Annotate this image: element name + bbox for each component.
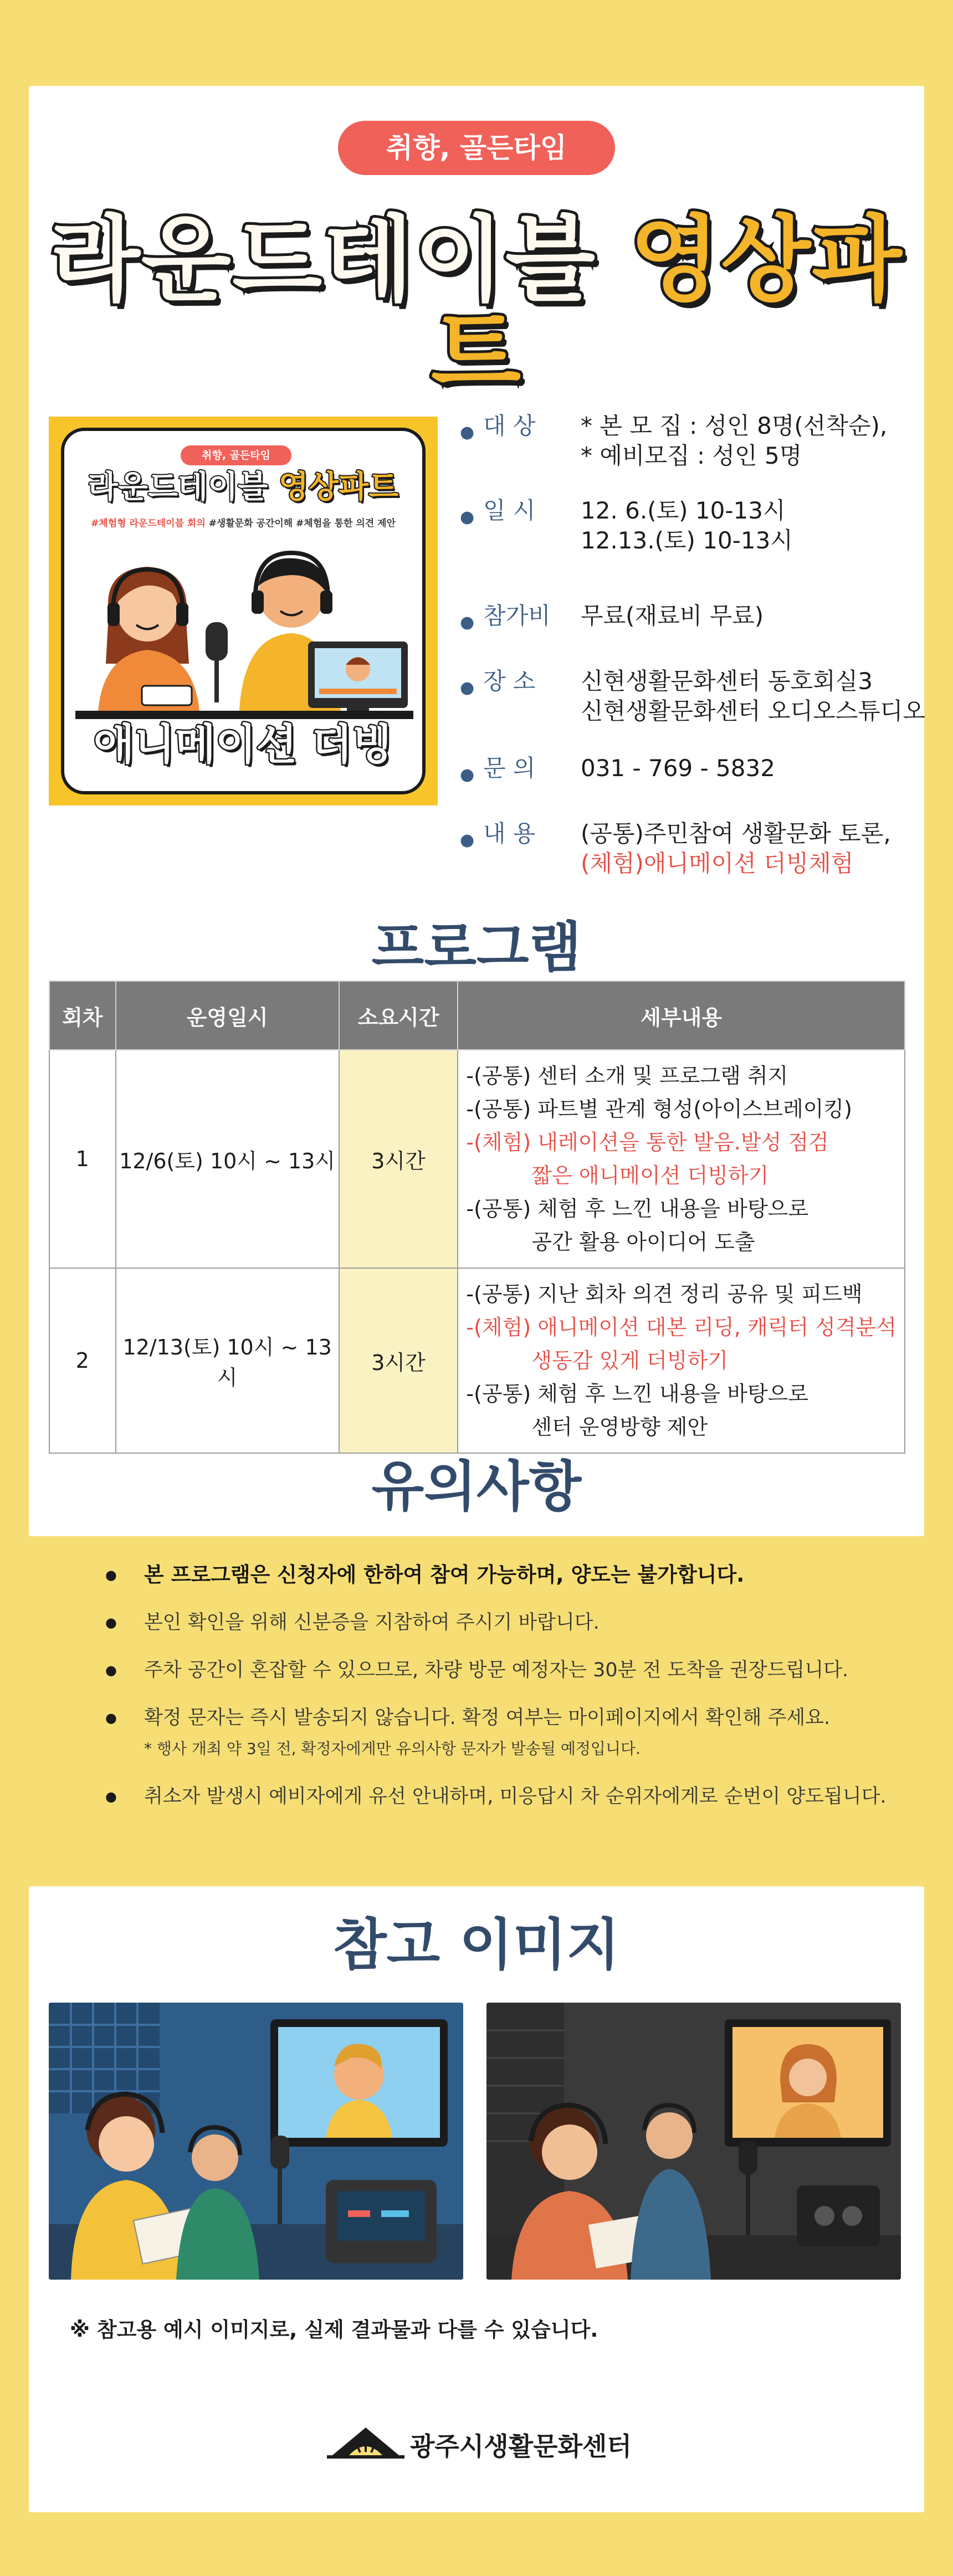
details-cell	[458, 1050, 905, 1268]
info-value	[581, 819, 935, 879]
notices-section-title: 유의사항	[371, 1455, 582, 1518]
info-line: 무료(재료비 무료)	[581, 602, 764, 629]
reference-disclaimer: ※ 참고용 예시 이미지로, 실제 결과물과 다를 수 있습니다.	[70, 2318, 598, 2342]
program-table	[49, 981, 905, 1454]
duration-cell: 3시간	[339, 1050, 458, 1268]
info-line: 031 - 769 - 5832	[581, 755, 775, 782]
center-logo-icon	[327, 2421, 404, 2460]
poster-card	[61, 428, 426, 794]
notice-subtext: * 행사 개최 약 3일 전, 확정자에게만 유의사항 문자가 발송될 예정입니다.	[144, 1739, 641, 1758]
poster-title-white: 라운드테이블	[88, 469, 268, 505]
poster-subtitle: 애니메이션 더빙	[93, 720, 393, 769]
organization-name: 광주시생활문화센터	[410, 2431, 632, 2461]
reference-section-title: 참고 이미지	[333, 1912, 620, 1977]
detail-line: -(공통) 체험 후 느낀 내용을 바탕으로	[466, 1197, 809, 1221]
notice-text: 확정 문자는 즉시 발송되지 않습니다. 확정 여부는 마이페이지에서 확인해 주세요.	[144, 1707, 831, 1729]
column-header: 소요시간	[339, 981, 458, 1050]
detail-line: 생동감 있게 더빙하기	[531, 1348, 728, 1373]
detail-line: -(체험) 애니메이션 대본 리딩, 캐릭터 성격분석	[466, 1315, 896, 1340]
category-badge: 취향, 골든타임	[338, 121, 615, 175]
program-section-title: 프로그램	[371, 916, 582, 979]
info-line: (체험)애니메이션 더빙체험	[581, 850, 854, 877]
table-row	[49, 1050, 905, 1268]
datetime-cell: 12/6(토) 10시 ~ 13시	[116, 1050, 339, 1268]
notice-item: ● 주차 공간이 혼잡할 수 있으므로, 차량 방문 예정자는 30분 전 도착을 권장드립니다.	[105, 1658, 903, 1683]
info-line: 신현생활문화센터 동호회실3	[581, 668, 873, 695]
poster-tag: #생활문화 공간이해	[208, 518, 293, 529]
info-label: 대 상	[483, 412, 536, 439]
detail-line: 센터 운영방향 제안	[531, 1415, 708, 1439]
info-line: (공통)주민참여 생활문화 토론,	[581, 820, 891, 847]
info-value	[581, 753, 935, 783]
detail-line: 공간 활용 아이디어 도출	[531, 1230, 755, 1254]
detail-line: -(공통) 지난 회차 의견 정리 공유 및 피드백	[466, 1282, 863, 1306]
reference-image-2	[486, 2003, 901, 2280]
datetime-cell: 12/13(토) 10시 ~ 13시	[116, 1268, 339, 1453]
notice-item: ● 본인 확인을 위해 신분증을 지참하여 주시기 바랍니다.	[105, 1610, 903, 1635]
studio-illustration-1	[49, 2003, 463, 2280]
info-value	[581, 496, 935, 556]
notices-list	[105, 1562, 903, 1831]
reference-image-1	[49, 2003, 463, 2280]
detail-line: -(공통) 체험 후 느낀 내용을 바탕으로	[466, 1382, 809, 1406]
details-cell	[458, 1268, 905, 1453]
info-label: 장 소	[483, 668, 536, 695]
title-yellow: 영상파트	[431, 206, 903, 407]
table-row	[49, 1268, 905, 1453]
detail-line: 짧은 애니메이션 더빙하기	[531, 1163, 769, 1188]
bullet-icon: ●	[460, 765, 475, 784]
detail-line: -(체험) 내레이션을 통한 발음.발성 점검	[466, 1130, 829, 1154]
duration-cell: 3시간	[339, 1268, 458, 1453]
poster-tag: #체험을 통한 의견 제안	[296, 518, 396, 529]
info-line: 신현생활문화센터 오디오스튜디오	[581, 697, 925, 725]
page-title	[50, 206, 903, 407]
session-cell: 1	[49, 1050, 116, 1268]
detail-line: -(공통) 센터 소개 및 프로그램 취지	[466, 1064, 788, 1088]
notice-item: ● 취소자 발생시 예비자에게 유선 안내하며, 미응답시 차 순위자에게로 순번이 양도됩니다.	[105, 1784, 903, 1809]
column-header: 회차	[49, 981, 116, 1050]
bullet-icon: ●	[460, 613, 475, 632]
poster-thumbnail	[49, 417, 438, 805]
studio-illustration-2	[486, 2003, 901, 2280]
info-label: 일 시	[483, 497, 536, 524]
info-line: 12.13.(토) 10-13시	[581, 527, 793, 554]
column-header: 세부내용	[458, 981, 905, 1050]
info-line: 12. 6.(토) 10-13시	[581, 497, 786, 524]
info-line: * 예비모집 : 성인 5명	[581, 442, 802, 469]
column-header: 운영일시	[116, 981, 339, 1050]
table-header-row	[49, 981, 905, 1050]
bullet-icon: ●	[460, 830, 475, 850]
poster-badge: 취향, 골든타임	[181, 445, 291, 465]
dubbing-illustration	[75, 536, 413, 719]
poster-title	[64, 469, 422, 505]
info-line: * 본 모 집 : 성인 8명(선착순),	[581, 412, 888, 439]
info-label: 문 의	[483, 755, 536, 782]
notice-item: ● 본 프로그램은 신청자에 한하여 참여 가능하며, 양도는 불가합니다.	[105, 1562, 903, 1588]
bullet-icon: ●	[460, 423, 475, 442]
detail-line: -(공통) 파트별 관계 형성(아이스브레이킹)	[466, 1097, 852, 1121]
bullet-icon: ●	[460, 678, 475, 697]
poster-tag: #체험형 라운드테이블 회의	[91, 518, 206, 529]
info-value	[581, 666, 935, 726]
info-value	[581, 601, 935, 631]
session-cell: 2	[49, 1268, 116, 1453]
info-label: 내 용	[483, 820, 536, 847]
title-white: 라운드테이블	[50, 206, 597, 314]
notice-item	[105, 1705, 903, 1762]
bullet-icon: ●	[460, 507, 475, 527]
poster-title-yellow: 영상파트	[278, 469, 399, 505]
info-label: 참가비	[483, 602, 551, 629]
poster-tags	[64, 515, 422, 529]
info-value	[581, 411, 935, 471]
